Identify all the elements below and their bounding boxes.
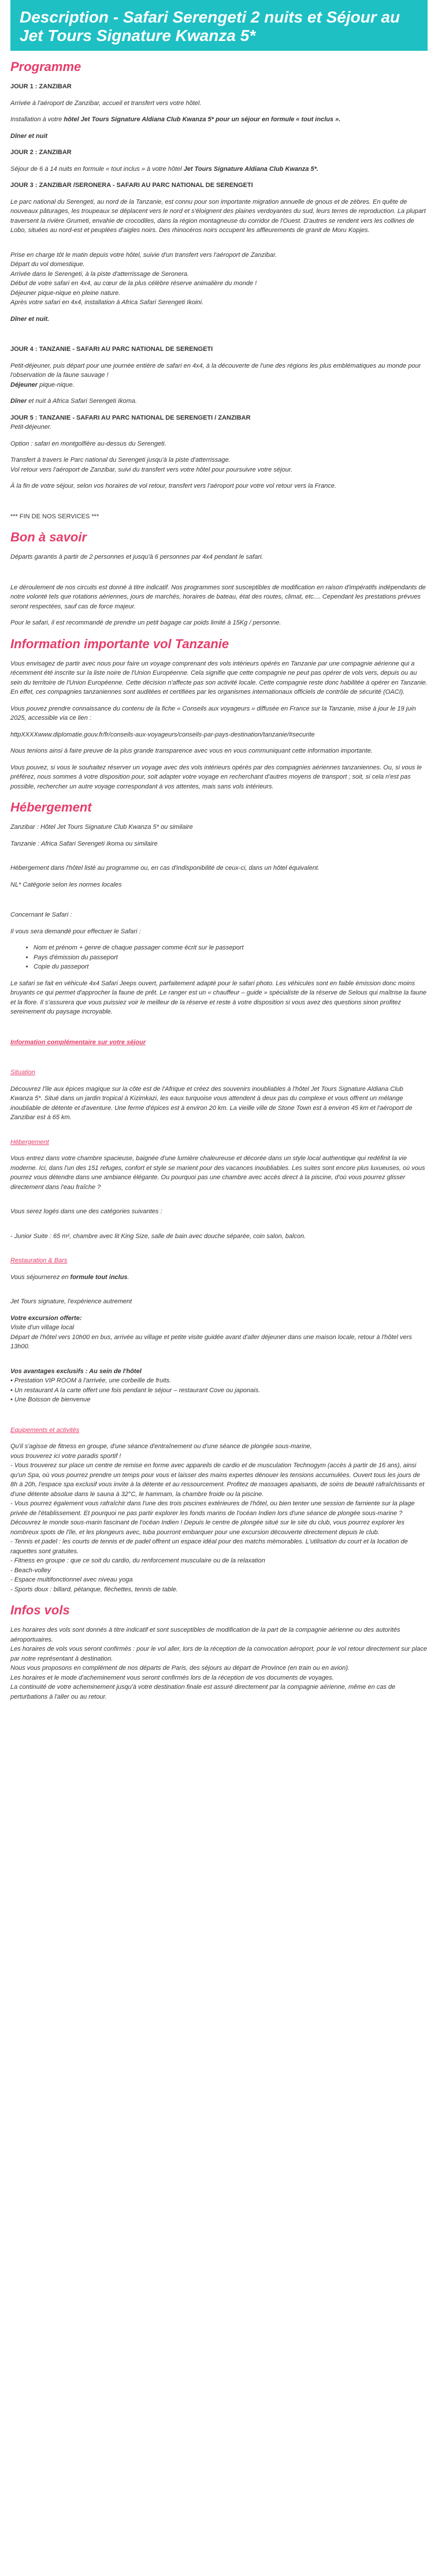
jour1-label: JOUR 1 : ZANZIBAR bbox=[10, 83, 72, 90]
heb-label: Hébergement bbox=[10, 1138, 49, 1146]
list-item: • Pays d'émission du passeport bbox=[34, 953, 428, 963]
jour3-lines bbox=[10, 251, 428, 308]
equip-line: Qu'il s'agisse de fitness en groupe, d'une séance d'entraînement ou d'une séance de plongée sous-marine, bbox=[10, 1443, 312, 1450]
vol-p3: Nous tenions ainsi à faire preuve de la plus grande transparence avec vous en vous communiquant cette information importante. bbox=[10, 747, 373, 754]
situation-p: Découvrez l'île aux épices magique sur la côte est de l'Afrique et créez des souvenirs inoubliables à l'hôtel Jet Tours Signature Aldiana Club Kwanza 5*. Situé dans un jardin tropical à Kizimkazi, les eaux turquoise vous attendent à deux pas du complexe et vous offrent un mélange inoubliable de détente et d'aventure. Une ferme d'épices est à environ 20 km. La vieille ville de Stone Town est à environ 45 km et l'aéroport de Zanzibar est à 65 km. bbox=[10, 1085, 413, 1121]
jour4-label: JOUR 4 : TANZANIE - SAFARI AU PARC NATIONAL DE SERENGETI bbox=[10, 346, 213, 353]
hebergement-heading: Hébergement bbox=[10, 800, 92, 814]
jour1-install-a: Installation à votre bbox=[10, 116, 64, 123]
equip-line: vous trouverez ici votre paradis sportif ! bbox=[10, 1452, 121, 1460]
jour5-line: Vol retour vers l'aéroport de Zanzibar, suivi du transfert vers votre hôtel pour poursuivre votre séjour. bbox=[10, 466, 292, 473]
infos-vols-heading: Infos vols bbox=[10, 1603, 70, 1617]
bon-a-savoir-p2: Le déroulement de nos circuits est donné à titre indicatif. Nos programmes sont susceptibles de modification en raison d'impératifs indépendants de notre volonté tels que rotations aériennes, jours de marchés, horaires de bateau, état des routes, climat, etc.... Cependant les prestations prévues seront respectées, sauf cas de force majeur. bbox=[10, 584, 426, 610]
infos-vols-line: La continuité de votre acheminement jusqu'à votre destination finale est assuré directement par la compagnie aérienne, même en cas de perturbations à l'aller ou au retour. bbox=[10, 1684, 396, 1700]
jour4-desc: Petit-déjeuner, puis départ pour une journée entière de safari en 4x4, à la découverte de l'une des régions les plus emblématiques au monde pour l'observation de la faune sauvage ! bbox=[10, 362, 421, 379]
avantage-item: • Une Boisson de bienvenue bbox=[10, 1396, 91, 1403]
jour3-line: Prise en charge tôt le matin depuis votre hôtel, suivie d'un transfert vers l'aéroport de Zanzibar. bbox=[10, 251, 277, 259]
equip-line: - Vous pourrez également vous rafraîchir dans l'une des trois piscines extérieures de l'hôtel, ou bien tenter une session de farniente sur la plage privée de l'établissement. Et pourquoi ne pas partir explorer les fonds marins de l'océan Indien lors d'une séance de plongée sous-marine ? Découvrez le monde sous-marin fascinant de l'océan Indien ! Depuis le centre de plongée situé sur le site du club, vous pourrez explorer les nombreux spots de l'île, et les plongeurs avec, tuba pourront embarquer pour une excursion découverte directement depuis le club. bbox=[10, 1500, 415, 1536]
page-title: Description - Safari Serengeti 2 nuits et Séjour au Jet Tours Signature Kwanza 5* bbox=[20, 8, 400, 44]
bon-a-savoir-heading: Bon à savoir bbox=[10, 530, 87, 544]
avantages-label: Vos avantages exclusifs : Au sein de l'hôtel bbox=[10, 1367, 142, 1375]
jour4-diner bbox=[10, 397, 428, 406]
equip-line: - Tennis et padel : les courts de tennis et de padel offrent un espace idéal pour des matchs mémorables. L'utilisation du court et la location de raquettes sont gratuites. bbox=[10, 1538, 408, 1555]
resto-p bbox=[10, 1273, 428, 1283]
avantages-block bbox=[10, 1367, 428, 1405]
hebergement-l4: NL* Catégorie selon les normes locales bbox=[10, 881, 122, 888]
infos-vols-block bbox=[10, 1625, 428, 1702]
main-content bbox=[0, 59, 438, 1726]
programme-heading: Programme bbox=[10, 59, 81, 74]
jour5-block bbox=[10, 413, 428, 432]
heb-p2: Vous serez logés dans une des catégories suivantes : bbox=[10, 1208, 162, 1215]
excursion-label: Votre excursion offerte: bbox=[10, 1314, 82, 1322]
resto-p2: Jet Tours signature, l'expérience autrement bbox=[10, 1298, 132, 1305]
resto-p-a: Vous séjournerez en bbox=[10, 1273, 70, 1281]
infos-vols-line: Les horaires de vols vous seront confirmés : pour le vol aller, lors de la réception de la convocation aéroport, pour le vol retour directement sur place par notre représentant à destination. bbox=[10, 1646, 427, 1662]
equip-block bbox=[10, 1442, 428, 1594]
resto-label: Restauration & Bars bbox=[10, 1257, 68, 1264]
jour5-label: JOUR 5 : TANZANIE - SAFARI AU PARC NATIONAL DE SERENGETI / ZANZIBAR bbox=[10, 414, 251, 421]
jour3-line: Déjeuner pique-nique en pleine nature. bbox=[10, 289, 121, 297]
jour3-line: Début de votre safari en 4x4, au cœur de la plus célèbre réserve animalière du monde ! bbox=[10, 280, 257, 287]
jour3-line: Arrivée dans le Serengeti, à la piste d'atterrissage de Seronera. bbox=[10, 270, 190, 278]
jour2-label: JOUR 2 : ZANZIBAR bbox=[10, 149, 72, 156]
jour1-install-b: hôtel Jet Tours Signature Aldiana Club Kwanza 5* pour un séjour en formule « tout inclus ». bbox=[64, 116, 341, 123]
vol-p1: Vous envisagez de partir avec nous pour faire un voyage comprenant des vols intérieurs opérés en Tanzanie par une compagnie aérienne qui a récemment été inscrite sur la liste noire de l'Union Européenne. Cela signifie que cette compagnie ne peut pas opérer de vols vers, depuis ou au sein du territoire de l'Union Européenne. Cette décision n'affecte pas son activité locale. Cette compagnie reste donc habilitée à opérer en Tanzanie. En effet, ces compagnies tanzaniennes sont auditées et certifiées par les organismes internationaux officiels de contrôle de sécurité (OACI). bbox=[10, 660, 428, 696]
vol-p2: Vous pouvez prendre connaissance du contenu de la fiche « Conseils aux voyageurs » diffusée en France sur la Tanzanie, mise à jour le 19 juin 2025, accessible via ce lien : bbox=[10, 705, 416, 721]
list-item: • Nom et prénom + genre de chaque passager comme écrit sur le passeport bbox=[34, 943, 428, 953]
infos-vols-line: Les horaires et le mode d'acheminement vous seront confirmés lors de la réception de vos documents de voyages. bbox=[10, 1674, 334, 1681]
safari-p: Le safari se fait en véhicule 4x4 Safari Jeeps ouvert, parfaitement adapté pour le safari photo. Les véhicules sont en faible émission donc moins bruyants ce qui permet d'approcher la faune de prêt. Le ranger est un « chauffeur – guide » spécialiste de la réserve de Selous qui maîtrise la faune et la flore. Il s'assurera que vous puissiez voir le meilleur de la réserve et reste à votre disposition si vous avez des questions sinon profitez sereinement du paysage incroyable. bbox=[10, 979, 426, 1015]
jour1-text: Arrivée à l'aéroport de Zanzibar, accueil et transfert vers votre hôtel. bbox=[10, 99, 202, 107]
infos-vols-line: Nous vous proposons en complément de nos départs de Paris, des séjours au départ de Province (en train ou en avion). bbox=[10, 1665, 350, 1672]
complement-label: Information complémentaire sur votre séjour bbox=[10, 1038, 146, 1046]
vol-p4: Vous pouvez, si vous le souhaitez réserver un voyage avec des vols intérieurs opérés par des compagnies aériennes tanzaniennes. Ou, si vous le préférez, nous sommes à votre disposition pour, soit adapter votre voyage en recherchant d'autres moyens de transport ; soit, si cela n'est pas possible, rechercher un autre voyage correspondant à vos attentes, mais sans vols intérieurs. bbox=[10, 764, 422, 790]
hebergement-tanzanie: Tanzanie : Africa Safari Serengeti Ikoma ou similaire bbox=[10, 840, 158, 847]
avantage-item: • Un restaurant A la carte offert une fois pendant le séjour – restaurant Cove ou japonais. bbox=[10, 1386, 261, 1394]
jour2-text-a: Séjour de 6 à 14 nuits en formule « tout inclus » à votre hôtel bbox=[10, 165, 184, 173]
end-services: *** FIN DE NOS SERVICES *** bbox=[10, 513, 99, 520]
safari-list bbox=[10, 943, 428, 972]
resto-p-b: formule tout inclus bbox=[70, 1273, 128, 1281]
heb-p: Vous entrez dans votre chambre spacieuse, baignée d'une lumière chaleureuse et décorée dans un style local authentique qui redéfinit la vie moderne. Ici, dans l'un des 151 refuges, confort et style se marient pour des vacances inoubliables. Les suites sont encore plus luxueuses, où vous pourrez vous détendre dans une ambiance élégante. Ou pourquoi pas une chambre avec accès direct à la piscine, d'où vous pourrez glisser directement dans l'eau fraîche ? bbox=[10, 1155, 425, 1191]
bon-a-savoir-p1: Départs garantis à partir de 2 personnes et jusqu'à 6 personnes par 4x4 pendant le safari. bbox=[10, 554, 263, 560]
excursion-block bbox=[10, 1314, 428, 1352]
equip-line: - Fitness en groupe : que ce soit du cardio, du renforcement musculaire ou de la relaxation bbox=[10, 1557, 265, 1564]
jour5-line: Transfert à travers le Parc national du Serengeti jusqu'à la piste d'atterrissage. bbox=[10, 457, 231, 463]
jour1-diner: Dîner et nuit bbox=[10, 132, 48, 140]
jour4-text bbox=[10, 361, 428, 390]
equip-label: Equipements et activités bbox=[10, 1426, 80, 1434]
hebergement-l3: Hébergement dans l'hôtel listé au programme ou, en cas d'indisponibilité de ceux-ci, dans un hôtel équivalent. bbox=[10, 865, 320, 872]
safari-intro: Il vous sera demandé pour effectuer le Safari : bbox=[10, 928, 141, 935]
equip-line: - Vous trouverez sur place un centre de remise en forme avec appareils de cardio et de musculation Technogym (accès à partir de 16 ans), ainsi qu'un Spa, où vous pourrez prendre un temps pour vous et laisser des mains expertes dénouer les tensions accumulées. Ouvert tous les jours de 8h à 20h, l'espace spa exclusif vous invite à la détente et au ressourcement. Profitez de massages apaisants, de soins de beauté rafraîchissants et d'une détente absolue dans le sauna à 32°C, le hammam, la chambre froide ou la piscine. bbox=[10, 1462, 425, 1498]
excursion-line: Visite d'un village local bbox=[10, 1324, 75, 1331]
jour3-diner: Dîner et nuit. bbox=[10, 315, 50, 323]
list-item: • Copie du passeport bbox=[34, 962, 428, 972]
jour4-diner-label: Dîner bbox=[10, 398, 27, 405]
equip-line: - Sports doux : billard, pétanque, fléchettes, tennis de table. bbox=[10, 1586, 178, 1593]
fin-text: À la fin de votre séjour, selon vos horaires de vol retour, transfert vers l'aéroport pour votre vol retour vers la France. bbox=[10, 483, 336, 489]
jour2-text-b: Jet Tours Signature Aldiana Club Kwanza 5*. bbox=[183, 165, 318, 173]
title-banner bbox=[10, 0, 428, 51]
excursion-line: Départ de l'hôtel vers 10h00 en bus, arrivée au village et petite visite guidée avant d'aller déjeuner dans une maison locale, retour à l'hôtel vers 13h00. bbox=[10, 1333, 412, 1350]
jour3-line: Après votre safari en 4x4, installation à Africa Safari Serengeti Ikoini. bbox=[10, 299, 204, 306]
jour3-label: JOUR 3 : ZANZIBAR /SERONERA - SAFARI AU PARC NATIONAL DE SERENGETI bbox=[10, 182, 253, 189]
jour5-pdj: Petit-déjeuner. bbox=[10, 424, 52, 431]
jour4-diner-text: et nuit à Africa Safari Serengeti Ikoma. bbox=[27, 398, 138, 405]
situation-label: Situation bbox=[10, 1069, 35, 1076]
jour5-lines bbox=[10, 455, 428, 474]
jour2-text bbox=[10, 164, 428, 174]
jour3-desc: Le parc national du Serengeti, au nord de la Tanzanie, est connu pour son importante migration annuelle de gnous et de zèbres. En quête de nouveaux pâturages, les troupeaux se déplacent vers le nord et s'éloignent des plaines verdoyantes du sud, leurs terres de reproduction. La plupart traversent la rivière Grumeti, envahie de crocodiles, dans la région montagneuse du corridor de l'Ouest. D'autres se rendent vers les collines de Lobo, situées au nord-est et peuplées d'aigles noirs. Des rhinocéros noirs occupent les affleurements de granit de Moru Kopjes. bbox=[10, 198, 426, 234]
infos-vols-line: Les horaires des vols sont donnés à titre indicatif et sont susceptibles de modification de la part de la compagnie aérienne ou des autorités aéroportuaires. bbox=[10, 1627, 400, 1643]
jour4-dejeuner-text: pique-nique. bbox=[38, 381, 75, 388]
jour3-line: Départ du vol domestique. bbox=[10, 261, 85, 268]
equip-line: - Beach-volley bbox=[10, 1566, 51, 1574]
jour4-dejeuner-label: Déjeuner bbox=[10, 381, 38, 388]
hebergement-zanzibar: Zanzibar : Hôtel Jet Tours Signature Club Kwanza 5* ou similaire bbox=[10, 824, 193, 831]
equip-line: - Espace multifonctionnel avec niveau yoga bbox=[10, 1576, 133, 1583]
resto-p-c: . bbox=[127, 1273, 129, 1281]
vol-link[interactable]: httpXXXXwww.diplomatie.gouv.fr/fr/conseils-aux-voyageurs/conseils-par-pays-destination/tanzanie/#securite bbox=[10, 731, 315, 738]
jour1-install bbox=[10, 115, 428, 125]
jour5-option: Option : safari en montgolfière au-dessus du Serengeti. bbox=[10, 440, 166, 447]
bon-a-savoir-p3: Pour le safari, il est recommandé de prendre un petit bagage car poids limité à 15Kg / personne. bbox=[10, 619, 281, 626]
vol-heading: Information importante vol Tanzanie bbox=[10, 636, 229, 651]
heb-p3: - Junior Suite : 65 m², chambre avec lit King Size, salle de bain avec douche séparée, coin salon, balcon. bbox=[10, 1232, 306, 1240]
avantage-item: • Prestation VIP ROOM à l'arrivée, une corbeille de fruits. bbox=[10, 1377, 172, 1384]
safari-label: Concernant le Safari : bbox=[10, 911, 72, 918]
